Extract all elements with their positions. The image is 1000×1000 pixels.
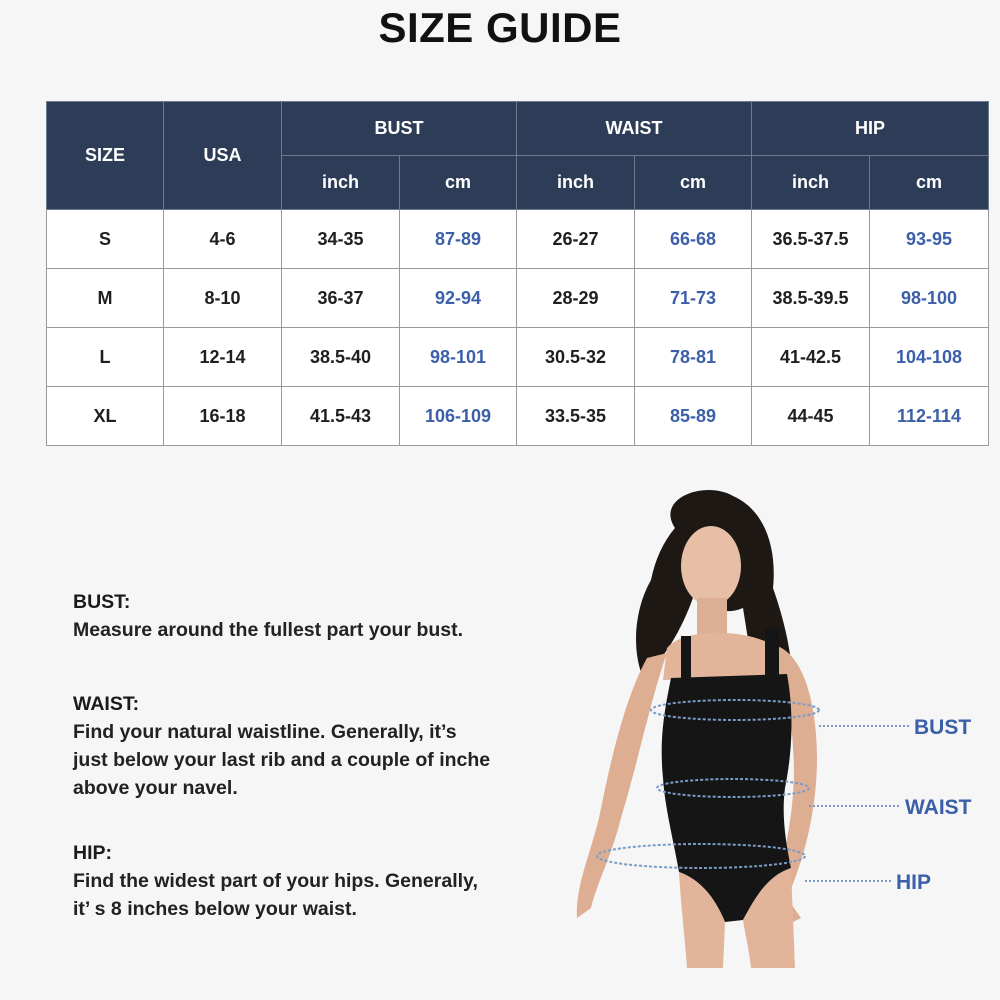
cell-hip-inch: 44-45: [752, 387, 870, 446]
cell-size: S: [47, 210, 164, 269]
subheader-bust-cm: cm: [400, 156, 517, 210]
hip-line: it’ s 8 inches below your waist.: [73, 898, 357, 920]
subheader-bust-inch: inch: [282, 156, 400, 210]
subheader-waist-inch: inch: [517, 156, 635, 210]
hip-instructions: [73, 839, 573, 923]
header-size: SIZE: [47, 102, 164, 210]
face-shape: [681, 526, 741, 606]
cell-hip-cm: 98-100: [870, 269, 989, 328]
cell-waist-cm: 66-68: [635, 210, 752, 269]
page-title: SIZE GUIDE: [378, 4, 622, 51]
cell-usa: 12-14: [164, 328, 282, 387]
cell-waist-cm: 85-89: [635, 387, 752, 446]
cell-bust-cm: 92-94: [400, 269, 517, 328]
waist-callout: WAIST: [905, 796, 972, 819]
cell-bust-cm: 106-109: [400, 387, 517, 446]
bust-heading: BUST:: [73, 591, 131, 613]
cell-bust-cm: 87-89: [400, 210, 517, 269]
waist-line: just below your last rib and a couple of inche: [73, 749, 491, 771]
waist-instructions: [73, 690, 573, 802]
cell-waist-cm: 78-81: [635, 328, 752, 387]
subheader-hip-inch: inch: [752, 156, 870, 210]
hip-heading: HIP:: [73, 842, 112, 864]
cell-bust-inch: 41.5-43: [282, 387, 400, 446]
cell-hip-inch: 38.5-39.5: [752, 269, 870, 328]
waist-line: above your navel.: [73, 777, 238, 799]
hip-line: Find the widest part of your hips. Generally,: [73, 870, 478, 892]
header-bust: BUST: [282, 102, 517, 156]
size-table: [46, 101, 989, 446]
bust-line: Measure around the fullest part your bust.: [73, 619, 464, 641]
cell-usa: 16-18: [164, 387, 282, 446]
cell-hip-cm: 104-108: [870, 328, 989, 387]
cell-bust-inch: 38.5-40: [282, 328, 400, 387]
cell-usa: 4-6: [164, 210, 282, 269]
cell-bust-inch: 36-37: [282, 269, 400, 328]
cell-waist-inch: 26-27: [517, 210, 635, 269]
left-arm-shape: [577, 653, 667, 918]
cell-waist-inch: 28-29: [517, 269, 635, 328]
cell-waist-inch: 33.5-35: [517, 387, 635, 446]
bust-callout: BUST: [914, 716, 972, 739]
left-strap: [681, 636, 691, 682]
cell-waist-cm: 71-73: [635, 269, 752, 328]
neck-shape: [697, 598, 727, 638]
table-row: [47, 328, 989, 387]
hip-callout: HIP: [896, 871, 932, 894]
cell-hip-inch: 36.5-37.5: [752, 210, 870, 269]
waist-line: Find your natural waistline. Generally, it’s: [73, 721, 457, 743]
cell-usa: 8-10: [164, 269, 282, 328]
header-usa: USA: [164, 102, 282, 210]
cell-hip-inch: 41-42.5: [752, 328, 870, 387]
cell-bust-cm: 98-101: [400, 328, 517, 387]
table-row: [47, 210, 989, 269]
cell-size: XL: [47, 387, 164, 446]
cell-hip-cm: 112-114: [870, 387, 989, 446]
table-row: [47, 269, 989, 328]
table-header-row: [47, 102, 989, 156]
subheader-waist-cm: cm: [635, 156, 752, 210]
bust-instructions: [73, 588, 573, 644]
header-hip: HIP: [752, 102, 989, 156]
table-row: [47, 387, 989, 446]
cell-bust-inch: 34-35: [282, 210, 400, 269]
header-waist: WAIST: [517, 102, 752, 156]
subheader-hip-cm: cm: [870, 156, 989, 210]
cell-hip-cm: 93-95: [870, 210, 989, 269]
cell-waist-inch: 30.5-32: [517, 328, 635, 387]
cell-size: L: [47, 328, 164, 387]
cell-size: M: [47, 269, 164, 328]
waist-heading: WAIST:: [73, 693, 140, 715]
right-strap: [765, 628, 779, 680]
